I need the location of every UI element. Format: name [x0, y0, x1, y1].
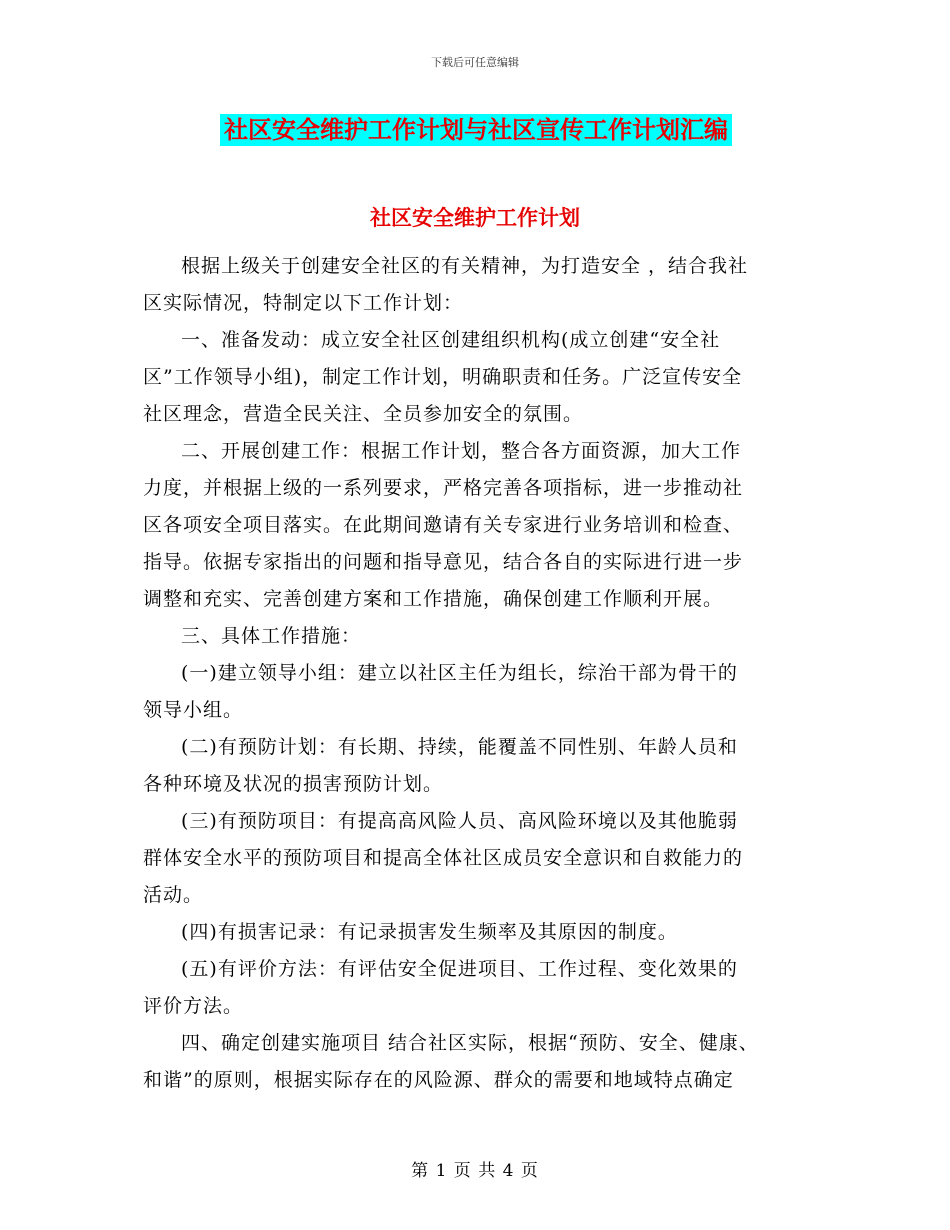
header-note: 下载后可任意编辑 [431, 56, 519, 69]
paragraph: 根据上级关于创建安全社区的有关精神，为打造安全 ，结合我社 区实际情况，特制定以下工作计划： [143, 255, 749, 314]
page-number-footer: 第 1 页 共 4 页 [411, 1161, 539, 1181]
paragraph: (四)有损害记录：有记录损害发生频率及其原因的制度。 [181, 921, 678, 943]
paragraph: 二、开展创建工作：根据工作计划，整合各方面资源，加大工作 力度，并根据上级的一系列要求，严格完善各项指标，进一步推动社 区各项安全项目落实。在此期间邀请有关专家进行业务培训和检查、 指导。依据专家指出的问题和指导意见，结合各自的实际进行进一步 调整和充实、完善创建方案和工作措施，确保创建工作顺利开展。 [143, 440, 744, 610]
paragraph: 三、具体工作措施： [181, 625, 362, 647]
document-body [143, 248, 813, 1099]
document-title: 社区安全维护工作计划与社区宣传工作计划汇编 [220, 114, 732, 146]
paragraph: (五)有评价方法：有评估安全促进项目、工作过程、变化效果的 评价方法。 [143, 958, 738, 1017]
section-title: 社区安全维护工作计划 [370, 206, 580, 230]
paragraph: 四、确定创建实施项目 结合社区实际，根据“预防、安全、健康、 和谐”的原则，根据实际存在的风险源、群众的需要和地域特点确定 [143, 1032, 759, 1091]
paragraph: 一、准备发动：成立安全社区创建组织机构(成立创建“安全社 区”工作领导小组)，制定工作计划，明确职责和任务。广泛宣传安全 社区理念，营造全民关注、全员参加安全的氛围。 [143, 329, 743, 425]
paragraph: (一)建立领导小组：建立以社区主任为组长，综治干部为骨干的 领导小组。 [143, 662, 738, 721]
paragraph: (三)有预防项目：有提高高风险人员、高风险环境以及其他脆弱 群体安全水平的预防项目和提高全体社区成员安全意识和自救能力的 活动。 [143, 810, 744, 906]
paragraph: (二)有预防计划：有长期、持续，能覆盖不同性别、年龄人员和 各种环境及状况的损害预防计划。 [143, 736, 738, 795]
